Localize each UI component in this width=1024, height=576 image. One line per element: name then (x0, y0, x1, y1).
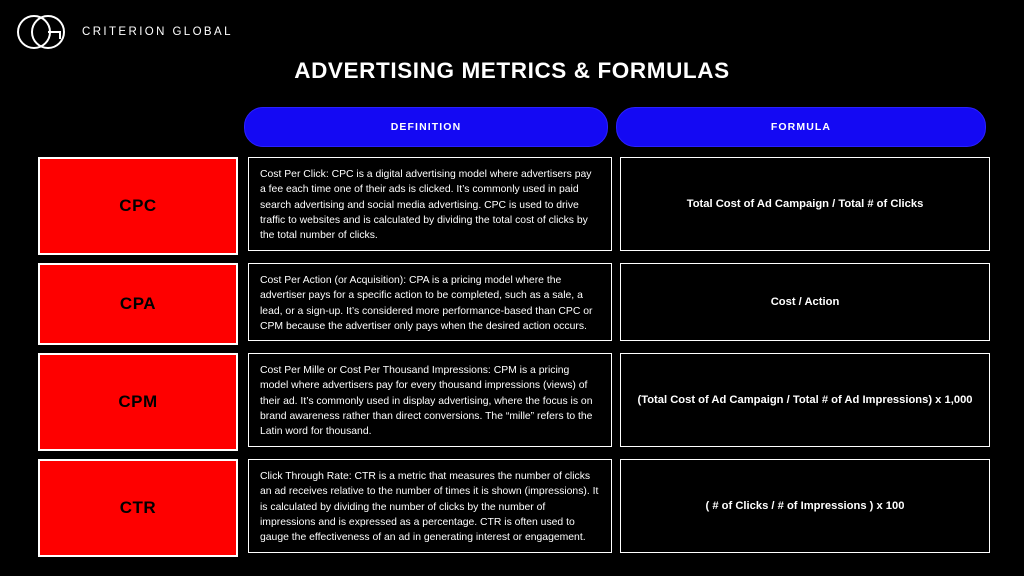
metric-label: CPC (38, 157, 238, 255)
page-title: ADVERTISING METRICS & FORMULAS (294, 58, 730, 83)
formula-text: (Total Cost of Ad Campaign / Total # of Ad Impressions) x 1,000 (620, 353, 990, 447)
definition-text: Cost Per Click: CPC is a digital advertising model where advertisers pay a fee each time one of their ads is clicked. It’s commonly used in paid search advertising and social media advertising. CPC is used to drive traffic to websites and is calculated by dividing the total cost of clicks by the total number of clicks. (248, 157, 612, 251)
table-row (38, 263, 986, 345)
criterion-global-logo-icon (14, 12, 70, 52)
metric-label: CPA (38, 263, 238, 345)
table-row (38, 459, 986, 557)
table-row (38, 157, 986, 255)
metric-label: CPM (38, 353, 238, 451)
brand-header (14, 12, 233, 52)
definition-text: Cost Per Action (or Acquisition): CPA is a pricing model where the advertiser pays for a specific action to be completed, such as a sale, a lead, or a sign-up. It’s considered more performance-based than CPC or CPM because the advertiser only pays when the desired action occurs. (248, 263, 612, 341)
formula-text: Cost / Action (620, 263, 990, 341)
formula-text: ( # of Clicks / # of Impressions ) x 100 (620, 459, 990, 553)
formula-text: Total Cost of Ad Campaign / Total # of Clicks (620, 157, 990, 251)
metrics-table (38, 107, 986, 565)
table-row (38, 353, 986, 451)
definition-text: Click Through Rate: CTR is a metric that measures the number of clicks an ad receives relative to the number of times it is shown (impressions). It is calculated by dividing the number of clicks by the number of impressions and is expressed as a percentage. CTR is often used to gauge the effectiveness of an ad in generating interest or engagement. (248, 459, 612, 553)
header-definition: DEFINITION (244, 107, 608, 147)
brand-name: CRITERION GLOBAL (82, 26, 233, 38)
definition-text: Cost Per Mille or Cost Per Thousand Impressions: CPM is a pricing model where advertisers pay for every thousand impressions (views) of their ad. It’s commonly used in display advertising, where the focus is on brand awareness rather than direct conversions. The “mille” refers to the Latin word for thousand. (248, 353, 612, 447)
metric-label: CTR (38, 459, 238, 557)
table-header-row (38, 107, 986, 149)
header-formula: FORMULA (616, 107, 986, 147)
